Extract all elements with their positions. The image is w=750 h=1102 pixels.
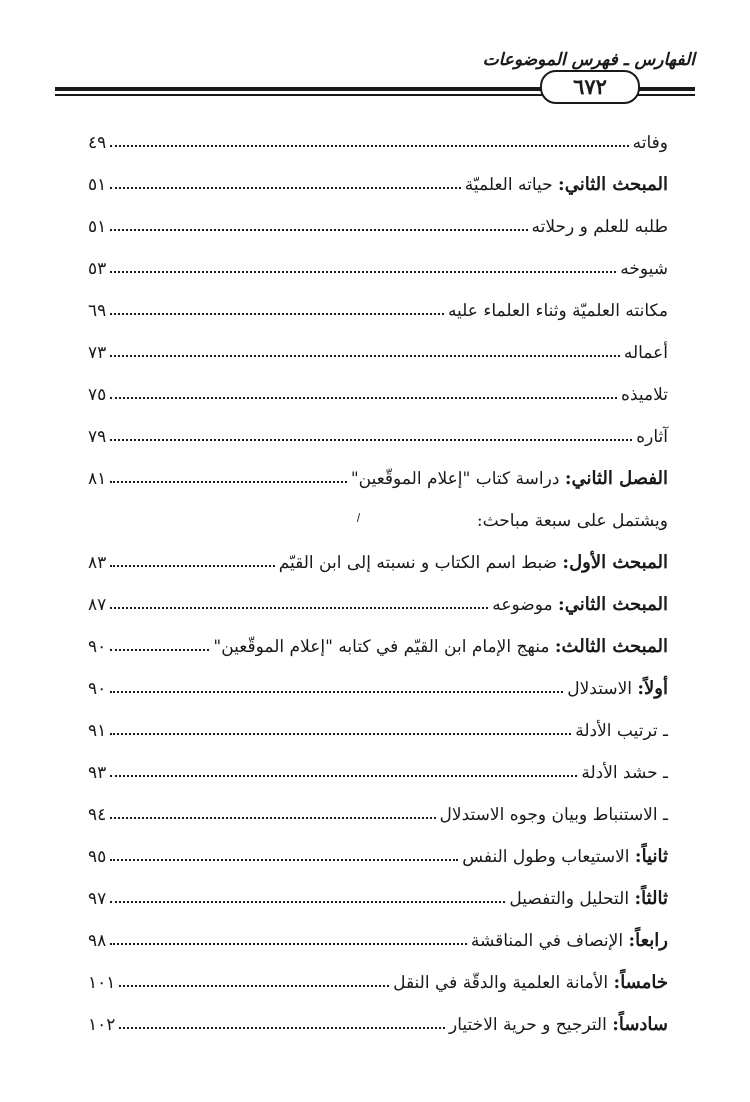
toc-entry-lead: المبحث الثاني: bbox=[558, 174, 668, 195]
toc-entry bbox=[88, 621, 668, 663]
toc-entry bbox=[88, 957, 668, 999]
toc-entry bbox=[88, 201, 668, 243]
toc-entry-page: ٨٣ bbox=[88, 553, 107, 573]
toc-entry-title bbox=[393, 972, 668, 999]
toc-entry bbox=[88, 369, 668, 411]
toc-entry-page: ٨١ bbox=[88, 469, 107, 489]
dot-leader bbox=[110, 943, 467, 945]
toc-entry-title bbox=[636, 427, 668, 453]
toc-entry-text: ويشتمل على سبعة مباحث: bbox=[476, 511, 668, 531]
toc-entry-lead: المبحث الثاني: bbox=[558, 594, 668, 615]
toc-entry-page: ٧٣ bbox=[88, 343, 107, 363]
dot-leader bbox=[119, 1027, 445, 1029]
toc-entry-page: ٩٤ bbox=[88, 805, 107, 825]
toc-entry-title bbox=[492, 594, 668, 621]
toc-entry-title bbox=[621, 385, 668, 411]
toc-entry bbox=[88, 285, 668, 327]
dot-leader bbox=[110, 187, 461, 189]
toc-entry-page: ٩٨ bbox=[88, 931, 107, 951]
toc-entry-page: ٧٩ bbox=[88, 427, 107, 447]
toc-entry bbox=[88, 789, 668, 831]
dot-leader bbox=[110, 691, 563, 693]
toc-entry bbox=[88, 705, 668, 747]
toc-entry-page: ٩٠ bbox=[88, 679, 107, 699]
toc-entry-title bbox=[624, 343, 668, 369]
toc-entry-page: ٧٥ bbox=[88, 385, 107, 405]
toc-entry-title bbox=[279, 552, 668, 579]
dot-leader bbox=[119, 985, 389, 987]
toc-entry-lead: المبحث الثالث: bbox=[554, 636, 668, 657]
toc-entry-lead: المبحث الأول: bbox=[562, 552, 668, 573]
toc-entry-text: دراسة كتاب "إعلام الموقّعين" bbox=[350, 469, 560, 489]
toc-entry bbox=[88, 663, 668, 705]
toc-entry bbox=[88, 495, 668, 537]
toc-entry-page: ١٠٢ bbox=[88, 1015, 116, 1035]
toc-entry-title bbox=[471, 930, 668, 957]
toc-entry-page: ٩٠ bbox=[88, 637, 107, 657]
dot-leader bbox=[110, 271, 616, 273]
toc-entry-text: الترجيح و حرية الاختيار bbox=[449, 1015, 607, 1035]
toc-entry-title bbox=[477, 511, 668, 537]
toc-entry-page: ٤٩ bbox=[88, 133, 107, 153]
dot-leader bbox=[110, 565, 274, 567]
toc-entry-page: ٥١ bbox=[88, 175, 107, 195]
dot-leader bbox=[110, 313, 444, 315]
toc-entry-text: مكانته العلميّة وثناء العلماء عليه bbox=[447, 301, 668, 321]
toc-entry-title bbox=[532, 217, 668, 243]
toc-entry-text: الأمانة العلمية والدقّة في النقل bbox=[393, 973, 609, 993]
toc-entry bbox=[88, 747, 668, 789]
toc-entry-text: وفاته bbox=[632, 133, 668, 153]
toc-entry-page: ٨٧ bbox=[88, 595, 107, 615]
toc-entry-lead: ثانياً: bbox=[634, 846, 668, 867]
toc-entry-text: شيوخه bbox=[620, 259, 668, 279]
table-of-contents bbox=[88, 117, 668, 1041]
toc-entry bbox=[88, 411, 668, 453]
toc-entry-page: ٩٧ bbox=[88, 889, 107, 909]
toc-entry bbox=[88, 537, 668, 579]
toc-entry-title bbox=[567, 678, 668, 705]
toc-entry-title bbox=[581, 763, 668, 789]
dot-leader bbox=[110, 607, 488, 609]
toc-entry bbox=[88, 159, 668, 201]
toc-entry bbox=[88, 915, 668, 957]
dot-leader bbox=[110, 649, 209, 651]
toc-entry-text: التحليل والتفصيل bbox=[509, 889, 630, 909]
toc-entry-text: منهج الإمام ابن القيّم في كتابه "إعلام الموقّعين" bbox=[213, 637, 550, 657]
toc-entry bbox=[88, 999, 668, 1041]
toc-entry-text: الاستيعاب وطول النفس bbox=[462, 847, 630, 867]
toc-entry-text: موضوعه bbox=[492, 595, 553, 615]
toc-entry-title bbox=[462, 846, 668, 873]
toc-entry-page: ١٠١ bbox=[88, 973, 116, 993]
dot-leader bbox=[110, 355, 620, 357]
toc-entry-page: ٩٥ bbox=[88, 847, 107, 867]
toc-entry-text: أعماله bbox=[623, 343, 668, 363]
toc-entry-title bbox=[465, 174, 668, 201]
toc-entry-title bbox=[351, 468, 668, 495]
dot-leader bbox=[110, 733, 571, 735]
toc-entry-lead: أولاً: bbox=[637, 678, 668, 699]
toc-entry-lead: خامساً: bbox=[613, 972, 668, 993]
toc-entry-title bbox=[509, 888, 668, 915]
toc-entry-page: ٩١ bbox=[88, 721, 107, 741]
toc-entry-title bbox=[620, 259, 668, 285]
dot-leader bbox=[110, 775, 577, 777]
toc-entry-title bbox=[575, 721, 668, 747]
dot-leader bbox=[110, 901, 505, 903]
toc-entry-text: تلاميذه bbox=[621, 385, 668, 405]
toc-entry-title bbox=[213, 636, 668, 663]
toc-entry-text: ـ حشد الأدلة bbox=[581, 763, 668, 783]
dot-leader bbox=[110, 397, 617, 399]
toc-entry-text: ضبط اسم الكتاب و نسبته إلى ابن القيّم bbox=[278, 553, 558, 573]
page-header bbox=[55, 42, 695, 102]
toc-entry-text: ـ الاستنباط وبيان وجوه الاستدلال bbox=[439, 805, 668, 825]
dot-leader bbox=[110, 229, 527, 231]
dot-leader bbox=[110, 481, 347, 483]
toc-entry-text: طلبه للعلم و رحلاته bbox=[531, 217, 668, 237]
dot-leader bbox=[110, 859, 458, 861]
page-number: ٦٧٢ bbox=[540, 70, 640, 104]
toc-entry bbox=[88, 243, 668, 285]
dot-leader bbox=[110, 145, 628, 147]
toc-entry-text: حياته العلميّة bbox=[464, 175, 553, 195]
toc-entry-lead: الفصل الثاني: bbox=[564, 468, 668, 489]
toc-entry-title bbox=[449, 1014, 668, 1041]
dot-leader bbox=[110, 817, 435, 819]
toc-entry bbox=[88, 873, 668, 915]
dot-leader bbox=[110, 439, 632, 441]
toc-entry-text: آثاره bbox=[636, 427, 668, 447]
toc-entry bbox=[88, 117, 668, 159]
toc-entry-page: ٥١ bbox=[88, 217, 107, 237]
toc-entry-page: ٦٩ bbox=[88, 301, 107, 321]
toc-entry-lead: سادساً: bbox=[612, 1014, 668, 1035]
toc-entry bbox=[88, 579, 668, 621]
running-title: الفهارس ـ فهرس الموضوعات bbox=[482, 50, 695, 70]
toc-entry-text: ـ ترتيب الأدلة bbox=[575, 721, 668, 741]
toc-entry-text: الإنصاف في المناقشة bbox=[470, 931, 624, 951]
toc-entry-page: ٩٣ bbox=[88, 763, 107, 783]
toc-entry-page: ٥٣ bbox=[88, 259, 107, 279]
toc-entry-lead: ثالثاً: bbox=[634, 888, 668, 909]
toc-entry-title bbox=[440, 805, 668, 831]
toc-entry-lead: رابعاً: bbox=[628, 930, 668, 951]
toc-entry-title bbox=[633, 133, 668, 159]
toc-entry-text: الاستدلال bbox=[567, 679, 632, 699]
toc-entry bbox=[88, 831, 668, 873]
toc-entry bbox=[88, 453, 668, 495]
toc-entry-title bbox=[448, 301, 668, 327]
toc-entry bbox=[88, 327, 668, 369]
